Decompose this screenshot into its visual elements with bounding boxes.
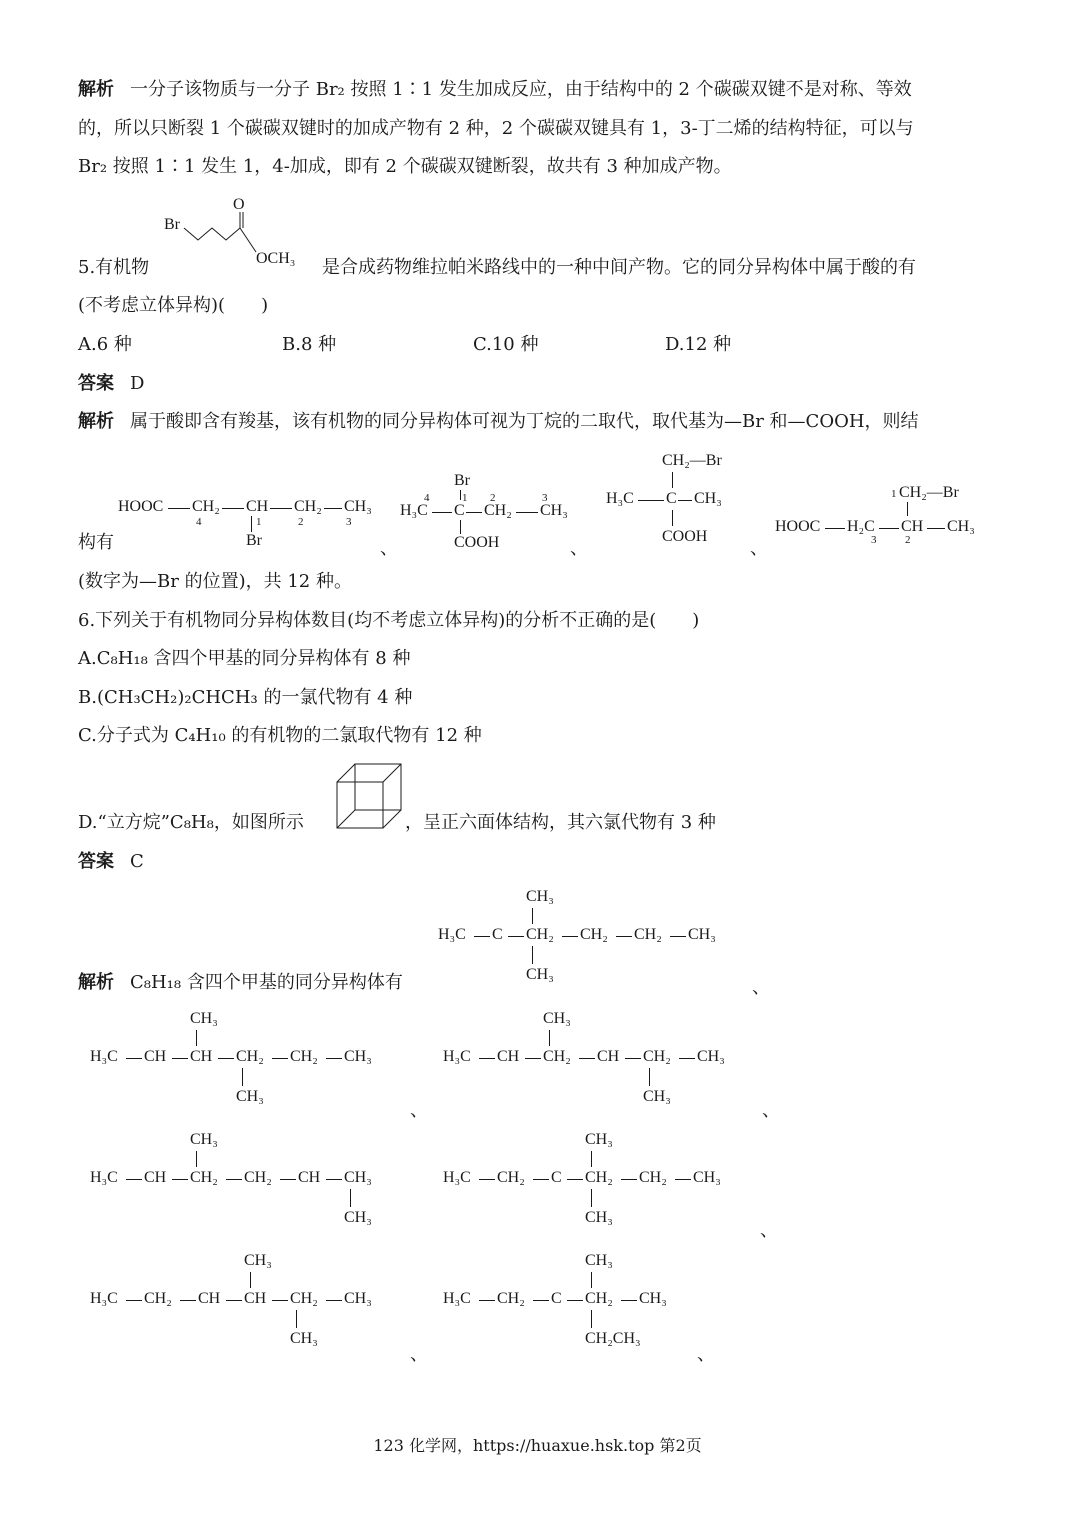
substituent-top: CH₃ [190,1010,218,1027]
substituent-top: CH₃ [526,888,554,905]
chain-group: CH₂ [580,926,608,943]
chain-bond [621,1179,637,1180]
chain-group: CH₃ [344,1048,372,1065]
q5-structure-2: Br 4 1 2 3 H₃C C CH₂ CH₃ COOH [400,472,568,551]
q5-stem-suffix: 是合成药物维拉帕米路线中的一种中间产物。它的同分异构体中属于酸的有 [322,257,916,278]
branch-bond [250,1272,251,1288]
page-footer: 123 化学网，https://huaxue.hsk.top 第2页 [373,1436,702,1455]
chain-bond [567,1179,583,1180]
q6-answer: 答案 C [78,851,144,872]
branch-bond [196,1151,197,1167]
branch-bond [649,1068,650,1086]
branch-bond [196,1030,197,1046]
substituent-bottom: CH₃ [526,966,554,983]
chain-group: CH [597,1048,620,1065]
substituent-bottom: CH₃ [344,1209,372,1226]
chain-bond [479,1179,495,1180]
chain-group: CH₂ [190,1169,218,1186]
chain-group: CH [244,1290,267,1307]
chain-bond [567,1300,583,1301]
q5-ester-structure [160,192,310,274]
q6-analysis: 解析 C₈H₁₈ 含四个甲基的同分异构体有 [78,972,403,993]
alkane-structure-6 [90,1252,420,1352]
chain-bond [533,1300,549,1301]
chain-group: CH₂ [543,1048,571,1065]
q5-stem-line2: (不考虑立体异构)( ) [78,295,269,316]
chain-bond [675,1179,691,1180]
chain-group: CH₃ [688,926,716,943]
chain-bond [126,1179,142,1180]
q6-option-d-suffix: ，呈正六面体结构，其六氯代物有 3 种 [405,812,716,833]
substituent-top: CH₃ [244,1252,272,1269]
substituent-top: CH₃ [190,1131,218,1148]
chain-group: CH₂ [585,1290,613,1307]
chain-group: CH [298,1169,321,1186]
alkane-structure-4 [90,1131,420,1231]
chain-bond [272,1058,288,1059]
chain-bond [218,1058,234,1059]
chain-group: CH₂ [639,1169,667,1186]
chain-bond [226,1179,242,1180]
alkane-structure-2 [90,1010,420,1110]
branch-bond [591,1310,592,1328]
separator: 、 [570,538,588,559]
alkane-structure-7 [443,1252,773,1352]
chain-group: CH₂ [244,1169,272,1186]
q6-option-d: D.“立方烷”C₈H₈，如图所示 [78,812,304,833]
para1-line3: Br₂ 按照 1∶1 发生 1，4-加成，即有 2 个碳碳双键断裂，故共有 3 种加成产物。 [78,156,732,177]
chain-bond [280,1179,296,1180]
substituent-top: CH₃ [585,1131,613,1148]
chain-bond [533,1179,549,1180]
q5-option-c: C.10 种 [473,334,539,355]
chain-group: CH₂ [497,1169,525,1186]
chain-group: H₃C [443,1290,471,1307]
chain-group: H₃C [443,1048,471,1065]
substituent-top: CH₃ [585,1252,613,1269]
branch-bond [532,908,533,924]
chain-bond [180,1300,196,1301]
substituent-bottom: CH₃ [236,1088,264,1105]
chain-bond [616,936,632,937]
branch-bond [591,1189,592,1207]
chain-group: CH [144,1048,167,1065]
chain-group: C [551,1290,562,1307]
branch-bond [591,1151,592,1167]
chain-bond [172,1058,188,1059]
branch-bond [591,1272,592,1288]
chain-group: CH₂ [643,1048,671,1065]
q5-option-b: B.8 种 [282,334,337,355]
para1-line1: 解析 一分子该物质与一分子 Br₂ 按照 1∶1 发生加成反应，由于结构中的 2 个碳碳双键不是对称、等效 [78,79,912,100]
chain-bond [670,936,686,937]
substituent-bottom: CH₂CH₃ [585,1330,641,1347]
separator: 、 [762,1100,780,1121]
chain-group: CH [190,1048,213,1065]
separator: 、 [410,1344,428,1365]
analysis-label: 解析 [78,79,114,100]
branch-bond [350,1189,351,1207]
branch-bond [549,1030,550,1046]
bromine-label: Br [164,216,180,233]
separator: 、 [380,538,398,559]
chain-group: CH₃ [697,1048,725,1065]
alkane-structure-1 [438,888,768,988]
substituent-bottom: CH₃ [643,1088,671,1105]
chain-bond [479,1058,495,1059]
chain-group: CH [497,1048,520,1065]
chain-group: CH [198,1290,221,1307]
methoxy-group: OCH₃ [256,250,296,267]
q5-option-d: D.12 种 [665,334,732,355]
q5-structure-3: CH₂—Br H₃C C CH₃ COOH [606,452,722,545]
chain-bond [508,936,524,937]
chain-bond [326,1179,342,1180]
chain-bond [126,1058,142,1059]
chain-group: C [551,1169,562,1186]
q6-stem: 6.下列关于有机物同分异构体数目(均不考虑立体异构)的分析不正确的是( ) [78,610,700,631]
alkane-structure-5 [443,1131,773,1231]
q6-option-b: B.(CH₃CH₂)₂CHCH₃ 的一氯代物有 4 种 [78,687,413,708]
separator: 、 [752,977,770,998]
branch-bond [532,946,533,964]
chain-bond [474,936,490,937]
chain-group: CH₂ [585,1169,613,1186]
cubane-icon [335,762,405,830]
chain-group: CH [144,1169,167,1186]
separator: 、 [697,1344,715,1365]
chain-group: CH₂ [526,926,554,943]
separator: 、 [750,538,768,559]
chain-bond [272,1300,288,1301]
q5-structure-1: HOOC CH₂ 4 CH 1 Br CH₂ 2 CH₃ 3 [118,498,372,549]
substituent-bottom: CH₃ [585,1209,613,1226]
q5-structure-4: 1 CH₂—Br HOOC H₂C CH CH₃ 3 2 [775,484,975,546]
chain-group: C [492,926,503,943]
chain-bond [525,1058,541,1059]
substituent-top: CH₃ [543,1010,571,1027]
chain-bond [326,1058,342,1059]
q5-analysis-line3: (数字为—Br 的位置)，共 12 种。 [78,571,352,592]
chain-group: H₃C [438,926,466,943]
chain-group: H₃C [443,1169,471,1186]
separator: 、 [410,1100,428,1121]
chain-group: CH₃ [639,1290,667,1307]
chain-bond [579,1058,595,1059]
chain-bond [326,1300,342,1301]
chain-group: CH₂ [144,1290,172,1307]
chain-bond [625,1058,641,1059]
chain-group: CH₃ [693,1169,721,1186]
chain-group: CH₂ [290,1048,318,1065]
chain-group: CH₂ [634,926,662,943]
alkane-structure-3 [443,1010,773,1110]
q6-option-a: A.C₈H₁₈ 含四个甲基的同分异构体有 8 种 [78,648,411,669]
q5-analysis-line1: 解析 属于酸即含有羧基，该有机物的同分异构体可视为丁烷的二取代，取代基为—Br 和—COOH，则结 [78,411,919,432]
chain-group: CH₂ [497,1290,525,1307]
branch-bond [242,1068,243,1086]
chain-group: H₃C [90,1290,118,1307]
chain-bond [621,1300,637,1301]
chain-bond [126,1300,142,1301]
chain-group: CH₃ [344,1169,372,1186]
chain-bond [479,1300,495,1301]
chain-group: CH₂ [290,1290,318,1307]
chain-group: CH₂ [236,1048,264,1065]
substituent-bottom: CH₃ [290,1330,318,1347]
separator: 、 [760,1220,778,1241]
q5-option-a: A.6 种 [78,334,132,355]
branch-bond [296,1310,297,1328]
carbonyl-oxygen: O [233,196,245,213]
q6-option-c: C.分子式为 C₄H₁₀ 的有机物的二氯取代物有 12 种 [78,725,482,746]
chain-group: H₃C [90,1169,118,1186]
para1-line2: 的，所以只断裂 1 个碳碳双键时的加成产物有 2 种，2 个碳碳双键具有 1，3-丁二烯的结构特征，可以与 [78,118,914,139]
q5-stem-line1: 5.有机物 [78,257,150,278]
chain-bond [562,936,578,937]
chain-group: CH₃ [344,1290,372,1307]
chain-bond [172,1179,188,1180]
chain-group: H₃C [90,1048,118,1065]
q5-answer: 答案 D [78,373,145,394]
chain-bond [226,1300,242,1301]
q5-analysis-line2: 构有 [78,532,114,553]
chain-bond [679,1058,695,1059]
